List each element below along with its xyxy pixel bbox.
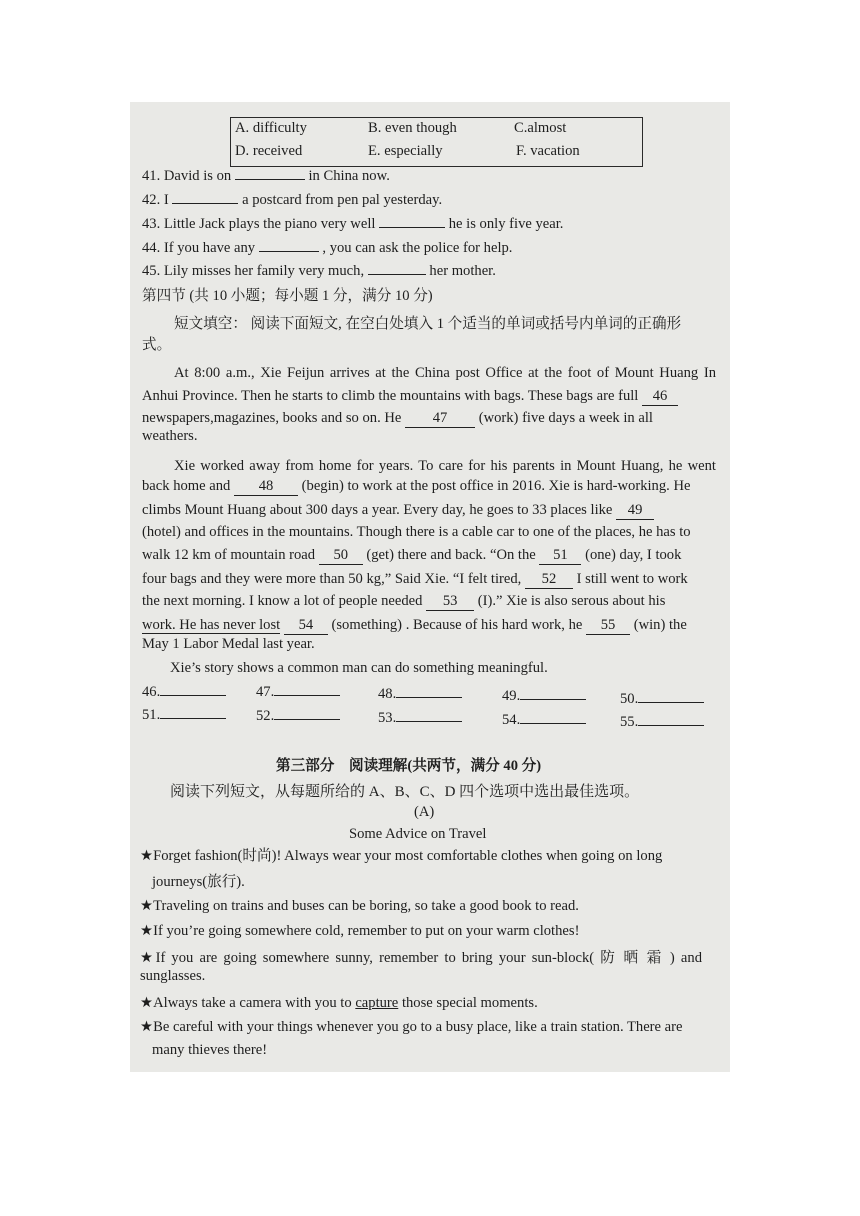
option-f: F. vacation bbox=[516, 143, 580, 159]
section-4-heading: 第四节 (共 10 小题；每小题 1 分，满分 10 分) bbox=[142, 288, 433, 304]
blank bbox=[368, 261, 426, 275]
passage-label: (A) bbox=[414, 804, 435, 820]
passage-line: weathers. bbox=[142, 428, 198, 444]
question-43: 43. Little Jack plays the piano very well he is only five year. bbox=[142, 216, 564, 232]
answer-54: 54. bbox=[502, 710, 586, 729]
passage-line: the next morning. I know a lot of people needed 53 (I).” Xie is also serous about his bbox=[142, 593, 666, 609]
tip-6-cont: many thieves there! bbox=[152, 1042, 268, 1058]
underlined-word: capture bbox=[355, 995, 399, 1011]
blank-50: 50 bbox=[319, 547, 363, 565]
blank-49: 49 bbox=[616, 502, 654, 520]
tip-1: ★Forget fashion(时尚)! Always wear your most comfortable clothes when going on long bbox=[140, 848, 663, 864]
passage-line: Xie worked away from home for years. To care for his parents in Mount Huang, he went bbox=[174, 458, 716, 474]
blank-51: 51 bbox=[539, 547, 581, 565]
passage-line: May 1 Labor Medal last year. bbox=[142, 636, 315, 652]
star-icon: ★ bbox=[140, 1019, 154, 1035]
passage-line: newspapers,magazines, books and so on. He 47 (work) five days a week in all bbox=[142, 410, 653, 426]
blank-47: 47 bbox=[405, 410, 475, 428]
blank-48: 48 bbox=[234, 478, 298, 496]
tip-4-cont: sunglasses. bbox=[140, 968, 206, 984]
answer-51: 51. bbox=[142, 705, 226, 724]
tip-5: ★Always take a camera with you to capture those special moments. bbox=[140, 995, 538, 1011]
passage-line: Anhui Province. Then he starts to climb the mountains with bags. These bags are full 46 bbox=[142, 388, 716, 406]
option-b: B. even though bbox=[368, 120, 457, 136]
passage-line: work. He has never lost 54 (something) . Because of his hard work, he 55 (win) the bbox=[142, 617, 687, 633]
blank bbox=[259, 238, 319, 252]
question-45: 45. Lily misses her family very much, her mother. bbox=[142, 263, 496, 279]
passage-title: Some Advice on Travel bbox=[349, 826, 487, 842]
answer-48: 48. bbox=[378, 684, 462, 703]
tip-2: ★Traveling on trains and buses can be boring, so take a good book to read. bbox=[140, 898, 579, 914]
blank-52: 52 bbox=[525, 571, 573, 589]
word-options-box bbox=[230, 117, 643, 167]
part-3-heading: 第三部分 阅读理解(共两节，满分 40 分) bbox=[276, 758, 542, 774]
answer-53: 53. bbox=[378, 708, 462, 727]
tip-3: ★If you’re going somewhere cold, remember to put on your warm clothes! bbox=[140, 923, 580, 939]
star-icon: ★ bbox=[140, 848, 154, 864]
section-4-instruction-end: 式。 bbox=[142, 337, 172, 353]
question-44: 44. If you have any , you can ask the police for help. bbox=[142, 240, 513, 256]
answer-47: 47. bbox=[256, 682, 340, 701]
exam-paper-photo bbox=[130, 102, 730, 1072]
passage-line: At 8:00 a.m., Xie Feijun arrives at the China post Office at the foot of Mount Huang In bbox=[174, 365, 716, 381]
blank bbox=[172, 190, 238, 204]
star-icon: ★ bbox=[140, 950, 156, 966]
blank-53: 53 bbox=[426, 593, 474, 611]
tip-6: ★Be careful with your things whenever you go to a busy place, like a train station. There are bbox=[140, 1019, 683, 1035]
option-c: C.almost bbox=[514, 120, 567, 136]
star-icon: ★ bbox=[140, 995, 154, 1011]
answer-46: 46. bbox=[142, 682, 226, 701]
passage-line: four bags and they were more than 50 kg,” Said Xie. “I felt tired, 52 I still went to work bbox=[142, 571, 688, 587]
tip-4: ★If you are going somewhere sunny, remember to bring your sun-block( 防 晒 霜 ) and bbox=[140, 950, 702, 966]
part-3-instruction: 阅读下列短文，从每题所给的 A、B、C、D 四个选项中选出最佳选项。 bbox=[170, 784, 640, 800]
option-a: A. difficulty bbox=[235, 120, 307, 136]
tip-1-cont: journeys(旅行). bbox=[152, 874, 245, 890]
blank-54: 54 bbox=[284, 617, 328, 635]
blank bbox=[235, 166, 305, 180]
section-4-instruction: 短文填空： 阅读下面短文, 在空白处填入 1 个适当的单词或括号内单词的正确形 bbox=[174, 316, 682, 332]
passage-conclusion: Xie’s story shows a common man can do something meaningful. bbox=[170, 660, 548, 676]
passage-line: climbs Mount Huang about 300 days a year. Every day, he goes to 33 places like 49 bbox=[142, 502, 716, 520]
passage-line: walk 12 km of mountain road 50 (get) there and back. “On the 51 (one) day, I took bbox=[142, 547, 682, 563]
star-icon: ★ bbox=[140, 898, 154, 914]
passage-line: (hotel) and offices in the mountains. Though there is a cable car to one of the places, he has to bbox=[142, 524, 691, 540]
answer-55: 55. bbox=[620, 712, 704, 731]
option-d: D. received bbox=[235, 143, 303, 159]
answer-50: 50. bbox=[620, 689, 704, 708]
option-e: E. especially bbox=[368, 143, 443, 159]
blank bbox=[379, 214, 445, 228]
answer-49: 49. bbox=[502, 686, 586, 705]
passage-line: back home and 48 (begin) to work at the post office in 2016. Xie is hard-working. He bbox=[142, 478, 691, 494]
question-41: 41. David is on in China now. bbox=[142, 168, 390, 184]
question-42: 42. I a postcard from pen pal yesterday. bbox=[142, 192, 443, 208]
blank-46: 46 bbox=[642, 388, 678, 406]
blank-55: 55 bbox=[586, 617, 630, 635]
answer-52: 52. bbox=[256, 706, 340, 725]
star-icon: ★ bbox=[140, 923, 154, 939]
